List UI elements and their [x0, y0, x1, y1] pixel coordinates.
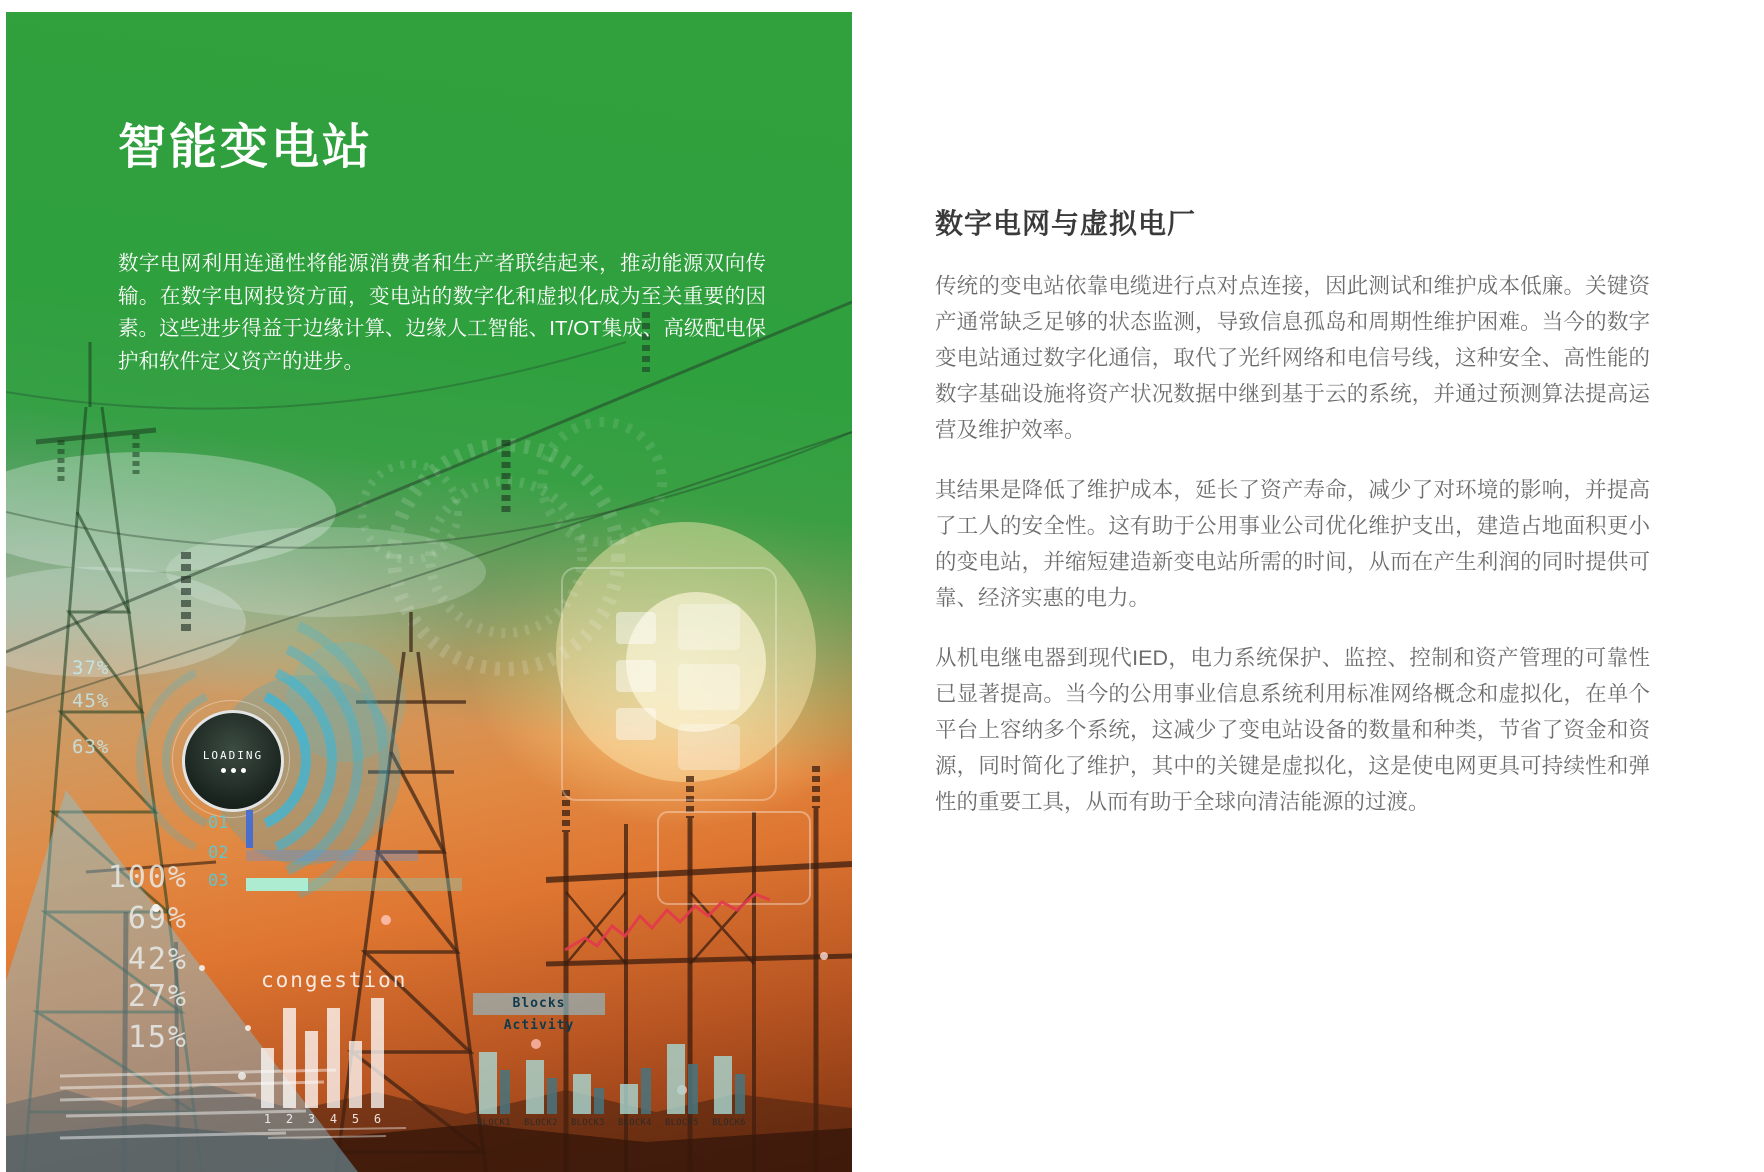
block-bar [667, 1044, 685, 1114]
congestion-bar [371, 998, 384, 1108]
congestion-tick: 4 [329, 1112, 338, 1126]
block-bar [620, 1084, 638, 1114]
loading-dots-icon [221, 768, 246, 773]
section-heading: 数字电网与虚拟电厂 [935, 208, 1197, 239]
load-percent-large: 42% [127, 942, 188, 977]
right-text-panel [935, 202, 1650, 844]
load-percent-small: 45% [72, 690, 110, 712]
load-percent-large: 27% [127, 979, 188, 1014]
block-bars [667, 1038, 698, 1114]
load-percent-large: 15% [127, 1020, 188, 1055]
step1-progress-bar [246, 810, 253, 848]
step-number: 02 [208, 843, 229, 863]
loading-label: LOADING [202, 749, 264, 762]
block-label: BLOCK4 [618, 1118, 652, 1128]
congestion-column [305, 1031, 318, 1126]
load-percent-small: 63% [72, 736, 110, 758]
congestion-tick: 5 [351, 1112, 360, 1126]
block-group [709, 1038, 749, 1128]
block-label: BLOCK6 [712, 1118, 746, 1128]
block-group [662, 1038, 702, 1128]
body-paragraph-1: 传统的变电站依靠电缆进行点对点连接，因此测试和维护成本低廉。关键资产通常缺乏足够的状态监测，导致信息孤岛和周期性维护困难。当今的数字变电站通过数字化通信，取代了光纤网络和电信号线，这种安全、高性能的数字基础设施将资产状况数据中继到基于云的系统，并通过预测算法提高运营及维护效率。 [935, 274, 1650, 442]
trend-line-icon [565, 894, 770, 950]
block-bar [688, 1064, 698, 1114]
left-hero-panel [6, 12, 852, 1172]
step-number: 03 [208, 871, 229, 891]
block-bar [714, 1056, 732, 1114]
load-percent-large: 69% [127, 901, 188, 936]
load-percent-small: 37% [72, 657, 110, 679]
block-label: BLOCK5 [665, 1118, 699, 1128]
congestion-bar-chart [261, 992, 384, 1126]
loading-dial [182, 710, 284, 812]
block-bar [641, 1068, 651, 1114]
congestion-bar [283, 1008, 296, 1108]
block-group [568, 1038, 608, 1128]
block-bars [526, 1038, 557, 1114]
intro-paragraph: 数字电网利用连通性将能源消费者和生产者联结起来，推动能源双向传输。在数字电网投资方面，变电站的数字化和虚拟化成为至关重要的因素。这些进步得益于边缘计算、边缘人工智能、IT/OT集成、高级配电保护和软件定义资产的进步。 [118, 252, 766, 373]
block-bars [479, 1038, 510, 1114]
step3-progress-fill [246, 878, 308, 891]
congestion-bar [305, 1031, 318, 1108]
block-bars [620, 1038, 651, 1114]
block-label: BLOCK2 [524, 1118, 558, 1128]
block-label: BLOCK1 [477, 1118, 511, 1128]
block-bar [573, 1074, 591, 1114]
block-label: BLOCK3 [571, 1118, 605, 1128]
congestion-tick: 1 [263, 1112, 272, 1126]
congestion-column [349, 1041, 362, 1126]
congestion-tick: 6 [373, 1112, 382, 1126]
congestion-tick: 3 [307, 1112, 316, 1126]
congestion-bar [349, 1041, 362, 1108]
block-activity-chart [474, 1006, 749, 1128]
block-group [521, 1038, 561, 1128]
congestion-bar [261, 1048, 274, 1108]
congestion-column [261, 1048, 274, 1126]
block-bar [526, 1060, 544, 1114]
load-percent-large: 100% [107, 860, 188, 895]
congestion-bar [327, 1008, 340, 1108]
congestion-column [371, 998, 384, 1126]
congestion-column [327, 1008, 340, 1126]
block-group [615, 1038, 655, 1128]
body-paragraph-3: 从机电继电器到现代IED，电力系统保护、监控、控制和资产管理的可靠性已显著提高。当今的公用事业信息系统利用标准网络概念和虚拟化，在单个平台上容纳多个系统，这减少了变电站设备的数量和种类，节省了资金和资源，同时简化了维护，其中的关键是虚拟化，这是使电网更具可持续性和弹性的重要工具，从而有助于全球向清洁能源的过渡。 [935, 646, 1650, 814]
block-bar [547, 1078, 557, 1114]
block-bars [573, 1038, 604, 1114]
blocks-activity-badge: Blocks Activity [473, 993, 605, 1015]
step2-progress-bar [246, 850, 418, 861]
page-title: 智能变电站 [118, 121, 374, 174]
congestion-label: congestion [261, 968, 408, 992]
block-bars [714, 1038, 745, 1114]
block-bar [735, 1074, 745, 1114]
block-bar [594, 1088, 604, 1114]
congestion-column [283, 1008, 296, 1126]
block-bar [500, 1070, 510, 1114]
step-number: 01 [208, 813, 229, 833]
hud-tiles-icon [616, 612, 656, 740]
congestion-tick: 2 [285, 1112, 294, 1126]
block-bar [479, 1052, 497, 1114]
block-group [474, 1038, 514, 1128]
body-paragraph-2: 其结果是降低了维护成本，延长了资产寿命，减少了对环境的影响，并提高了工人的安全性。这有助于公用事业公司优化维护支出，建造占地面积更小的变电站，并缩短建造新变电站所需的时间，从而在产生利润的同时提供可靠、经济实惠的电力。 [935, 478, 1650, 610]
